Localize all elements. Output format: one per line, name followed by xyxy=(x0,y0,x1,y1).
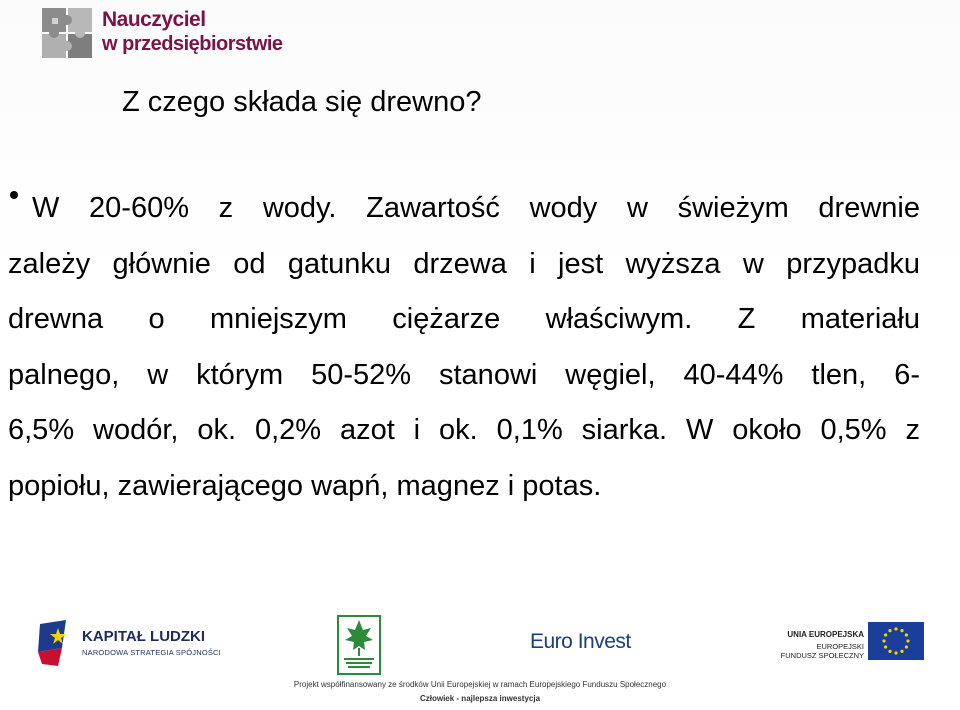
body-line-3: drewna o mniejszym ciężarze właściwym. Z materiału xyxy=(8,303,920,335)
body-line-6: popiołu, zawierającego wapń, magnez i potas. xyxy=(8,469,602,502)
slide-title: Z czego składa się drewno? xyxy=(122,86,482,118)
logo-title-line2: w przedsiębiorstwie xyxy=(102,33,283,55)
euro-invest-logo: Euro Invest xyxy=(530,630,631,653)
kapital-ludzki-title: KAPITAŁ LUDZKI xyxy=(82,628,206,645)
kapital-ludzki-mark-icon xyxy=(36,618,74,668)
eu-label-fund xyxy=(764,642,864,660)
footer-slogan: Człowiek - najlepsza inwestycja xyxy=(419,694,541,703)
slide-body xyxy=(8,181,920,514)
bullet-icon xyxy=(10,191,18,199)
body-line-5: 6,5% wodór, ok. 0,2% azot i ok. 0,1% siarka. W około 0,5% z xyxy=(8,414,920,446)
logo-title-line1: Nauczyciel xyxy=(102,8,206,31)
eu-label-fund-line1: EUROPEJSKI xyxy=(816,642,864,651)
puzzle-logo-icon xyxy=(38,4,98,64)
eu-label-union: UNIA EUROPEJSKA xyxy=(787,630,864,639)
agency-leaf-logo-icon xyxy=(336,614,382,676)
body-line-2: zależy głównie od gatunku drzewa i jest wyższa w przypadku xyxy=(8,247,920,280)
kapital-ludzki-subtitle: NARODOWA STRATEGIA SPÓJNOŚCI xyxy=(82,648,221,657)
eu-flag-icon xyxy=(868,622,924,660)
footer-funding-note: Projekt współfinansowany ze środków Unii Europejskiej w ramach Europejskiego Funduszu Społecznego xyxy=(293,680,667,689)
header-logo xyxy=(38,4,298,64)
body-line-4: palnego, w którym 50-52% stanowi węgiel, 40-44% tlen, 6- xyxy=(8,358,920,391)
footer-logos xyxy=(0,608,960,710)
body-line-1: W 20-60% z wody. Zawartość wody w świeżym drewnie xyxy=(32,192,920,224)
eu-label-fund-line2: FUNDUSZ SPOŁECZNY xyxy=(780,651,864,660)
